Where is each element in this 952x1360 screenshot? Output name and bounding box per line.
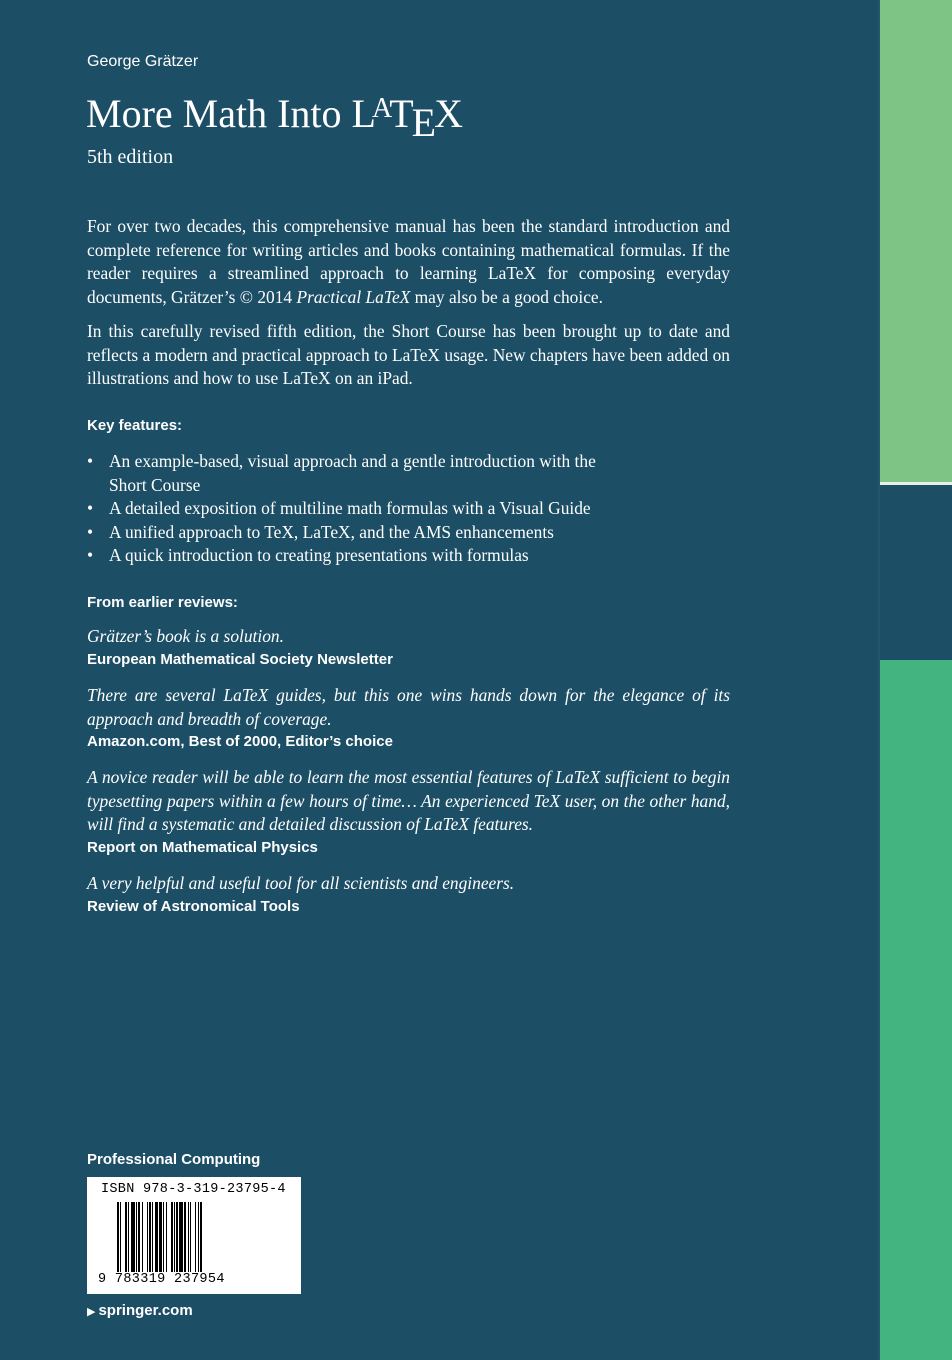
key-features-heading: Key features: (87, 417, 183, 434)
intro-p1-book-title: Practical LaTeX (296, 286, 411, 307)
feature-text: A quick introduction to creating presentations with formulas (109, 545, 529, 565)
edition-label: 5th edition (87, 146, 174, 168)
latex-logo-t: T (389, 91, 414, 136)
review-source: European Mathematical Society Newsletter (87, 650, 393, 668)
review-2 (87, 684, 730, 753)
barcode-bar (202, 1202, 205, 1272)
triangle-right-icon: ▶ (87, 1306, 96, 1318)
series-label: Professional Computing (87, 1151, 261, 1168)
intro-p1-text: For over two decades, this comprehensive manual has been the standard introduction and complete reference for writing articles and books containing mathematical formulas. If the reader requires a streamlined approach to learning LaTeX for composing everyday documents, Grätzer’s © 2014 (87, 216, 730, 307)
feature-text: An example-based, visual approach and a gentle introduction with the Short Course (109, 451, 596, 495)
latex-logo-l: L (351, 91, 376, 136)
key-features-list (87, 450, 727, 568)
bullet-icon: • (87, 545, 94, 565)
review-quote: There are several LaTeX guides, but this one wins hands down for the elegance of its approach and breadth of coverage. (87, 685, 730, 729)
ean-number: 9 783319 237954 (98, 1272, 225, 1287)
barcode-bars (117, 1202, 293, 1272)
review-quote: Grätzer’s book is a solution. (87, 626, 284, 646)
intro-paragraph-1 (87, 215, 730, 309)
review-quote: A very helpful and useful tool for all scientists and engineers. (87, 873, 515, 893)
title-text: More Math Into (86, 91, 352, 136)
book-title (86, 90, 463, 145)
review-1 (87, 625, 730, 671)
list-item (87, 544, 727, 568)
latex-logo-e: E (411, 100, 437, 145)
latex-logo-x: X (434, 91, 463, 136)
publisher-website[interactable] (87, 1302, 193, 1319)
bullet-icon: • (87, 451, 94, 471)
review-quote: A novice reader will be able to learn the most essential features of LaTeX sufficient to begin typesetting papers within a few hours of time… An experienced TeX user, on the other hand, will find a systematic and detailed discussion of LaTeX features. (87, 767, 730, 834)
latex-logo-a: A (371, 93, 393, 124)
review-3 (87, 766, 730, 859)
author-name: George Grätzer (87, 53, 199, 70)
bullet-icon: • (87, 498, 94, 518)
green-stripe-bottom (880, 660, 952, 1360)
feature-text: A detailed exposition of multiline math formulas with a Visual Guide (109, 498, 591, 518)
list-item (87, 497, 727, 521)
list-item (87, 521, 727, 545)
stripe-divider (880, 482, 952, 485)
reviews-heading: From earlier reviews: (87, 594, 238, 611)
review-source: Report on Mathematical Physics (87, 838, 318, 856)
review-source: Amazon.com, Best of 2000, Editor’s choice (87, 733, 393, 750)
latex-logo (351, 91, 463, 145)
bullet-icon: • (87, 521, 94, 542)
isbn-number: ISBN 978-3-319-23795-4 (101, 1182, 286, 1197)
green-stripe-top (880, 0, 952, 482)
website-text: springer.com (98, 1302, 193, 1319)
list-item (87, 450, 727, 497)
intro-p1-end: may also be a good choice. (410, 286, 603, 307)
feature-text: A unified approach to TeX, LaTeX, and the AMS enhancements (109, 521, 554, 542)
review-4 (87, 872, 730, 918)
isbn-barcode (87, 1177, 301, 1294)
intro-paragraph-2: In this carefully revised fifth edition, the Short Course has been brought up to date and reflects a modern and practical approach to LaTeX usage. New chapters have been added on illustrations and how to use LaTeX on an iPad. (87, 321, 730, 388)
review-source: Review of Astronomical Tools (87, 897, 300, 915)
